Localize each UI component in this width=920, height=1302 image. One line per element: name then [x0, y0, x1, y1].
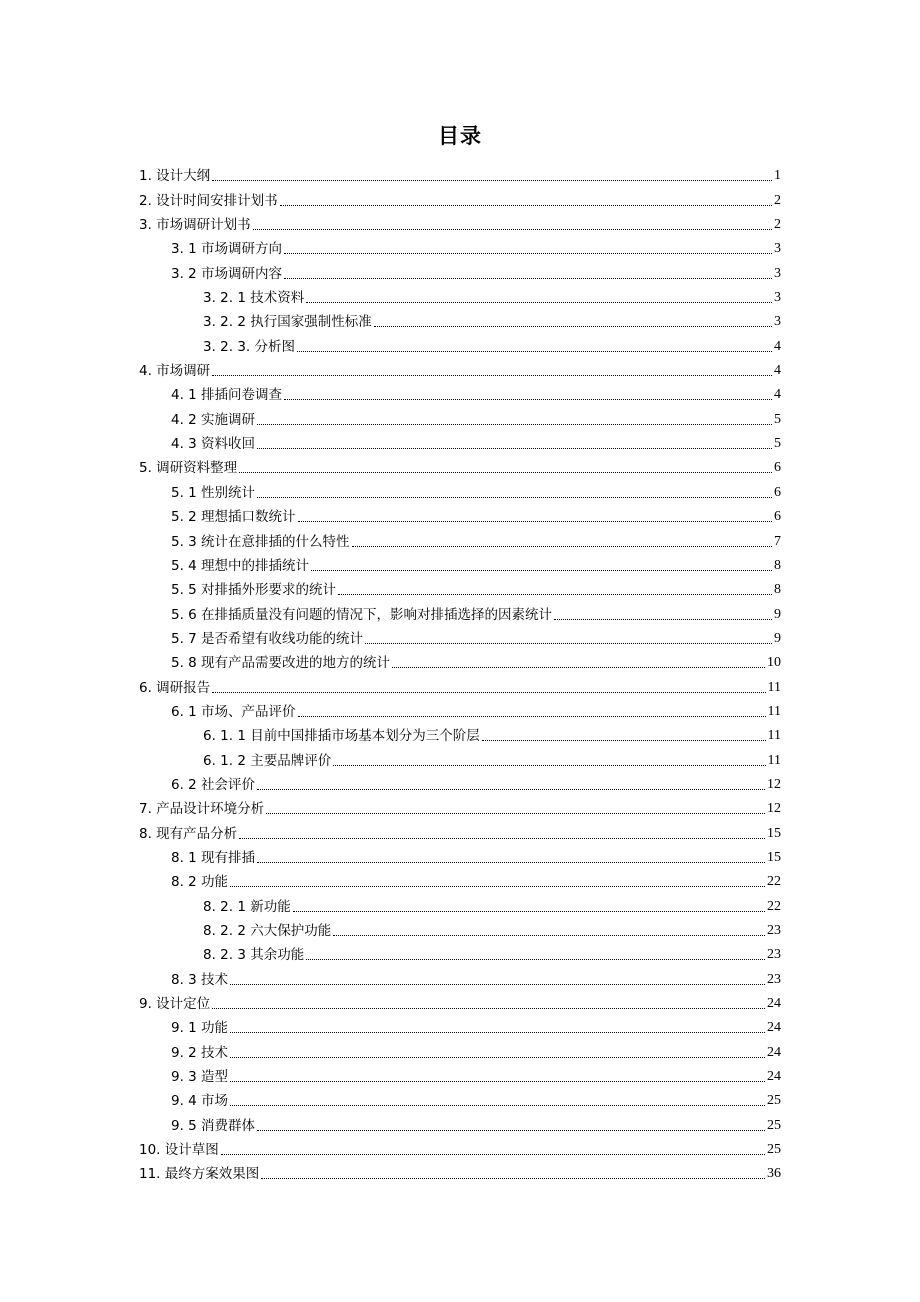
toc-entry[interactable] — [139, 868, 781, 892]
toc-entry-label: 6. 2 社会评价 — [171, 776, 256, 793]
toc-dot-leader — [257, 448, 772, 449]
toc-entry-label: 6. 1 市场、产品评价 — [171, 703, 296, 720]
toc-dot-leader — [257, 424, 772, 425]
toc-entry-page-number: 5 — [774, 436, 781, 452]
toc-entry-label: 5. 8 现有产品需要改进的地方的统计 — [171, 655, 391, 672]
toc-dot-leader — [266, 813, 765, 814]
toc-entry-label: 8. 2 功能 — [171, 874, 229, 891]
toc-dot-leader — [482, 740, 766, 741]
toc-dot-leader — [298, 716, 766, 717]
toc-entry-label: 8. 2. 1 新功能 — [203, 898, 291, 915]
toc-entry[interactable] — [139, 941, 781, 965]
toc-entry[interactable] — [139, 625, 781, 649]
toc-dot-leader — [298, 521, 772, 522]
toc-entry-page-number: 24 — [767, 1020, 781, 1036]
toc-entry-page-number: 2 — [774, 217, 781, 233]
toc-entry-page-number: 15 — [767, 825, 781, 841]
toc-entry-label: 6. 1. 1 目前中国排插市场基本划分为三个阶层 — [203, 728, 480, 745]
toc-entry[interactable] — [139, 381, 781, 405]
toc-entry-label: 4. 市场调研 — [139, 363, 211, 380]
toc-entry-page-number: 6 — [774, 460, 781, 476]
toc-entry-label: 9. 4 市场 — [171, 1093, 229, 1110]
toc-entry-label: 5. 6 在排插质量没有问题的情况下，影响对排插选择的因素统计 — [171, 606, 553, 623]
toc-entry[interactable] — [139, 332, 781, 356]
toc-entry-label: 3. 2. 2 执行国家强制性标准 — [203, 314, 372, 331]
toc-entry-page-number: 11 — [767, 679, 781, 695]
toc-dot-leader — [365, 643, 772, 644]
toc-dot-leader — [212, 375, 772, 376]
page-title: 目录 — [438, 124, 482, 148]
toc-dot-leader — [257, 862, 765, 863]
toc-entry-label: 9. 2 技术 — [171, 1044, 229, 1061]
toc-entry-label: 8. 2. 3 其余功能 — [203, 947, 305, 964]
toc-entry[interactable] — [139, 771, 781, 795]
toc-entry[interactable] — [139, 454, 781, 478]
toc-entry[interactable] — [139, 478, 781, 502]
toc-entry[interactable] — [139, 965, 781, 989]
toc-dot-leader — [212, 180, 772, 181]
toc-entry-label: 5. 2 理想插口数统计 — [171, 509, 296, 526]
toc-dot-leader — [311, 570, 772, 571]
toc-dot-leader — [293, 911, 765, 912]
toc-entry-page-number: 5 — [774, 411, 781, 427]
toc-entry[interactable] — [139, 357, 781, 381]
toc-entry[interactable] — [139, 211, 781, 235]
toc-entry-label: 3. 市场调研计划书 — [139, 217, 251, 234]
toc-entry-page-number: 3 — [774, 241, 781, 257]
toc-entry-label: 5. 调研资料整理 — [139, 460, 238, 477]
toc-entry[interactable] — [139, 1111, 781, 1135]
table-of-contents — [139, 162, 781, 1184]
toc-entry[interactable] — [139, 1160, 781, 1184]
toc-entry-page-number: 36 — [767, 1166, 781, 1182]
toc-dot-leader — [333, 935, 765, 936]
toc-entry[interactable] — [139, 405, 781, 429]
toc-entry-page-number: 9 — [774, 630, 781, 646]
toc-dot-leader — [230, 1081, 765, 1082]
toc-entry-page-number: 25 — [767, 1117, 781, 1133]
toc-entry-page-number: 4 — [774, 338, 781, 354]
toc-entry-page-number: 22 — [767, 874, 781, 890]
toc-dot-leader — [253, 229, 772, 230]
toc-entry-label: 6. 1. 2 主要品牌评价 — [203, 752, 332, 769]
toc-entry[interactable] — [139, 308, 781, 332]
toc-entry-label: 8. 1 现有排插 — [171, 849, 256, 866]
toc-entry-page-number: 24 — [767, 1069, 781, 1085]
toc-dot-leader — [261, 1178, 765, 1179]
toc-entry-label: 7. 产品设计环境分析 — [139, 801, 265, 818]
toc-entry-label: 2. 设计时间安排计划书 — [139, 192, 278, 209]
toc-dot-leader — [284, 278, 772, 279]
toc-entry[interactable] — [139, 795, 781, 819]
toc-entry-label: 11. 最终方案效果图 — [139, 1166, 260, 1183]
toc-entry[interactable] — [139, 698, 781, 722]
toc-entry[interactable] — [139, 259, 781, 283]
toc-entry-page-number: 8 — [774, 582, 781, 598]
toc-entry-page-number: 11 — [767, 752, 781, 768]
toc-entry[interactable] — [139, 819, 781, 843]
toc-entry-label: 4. 2 实施调研 — [171, 411, 256, 428]
toc-entry-page-number: 7 — [774, 533, 781, 549]
toc-entry-page-number: 8 — [774, 557, 781, 573]
toc-entry[interactable] — [139, 722, 781, 746]
toc-entry-label: 8. 2. 2 六大保护功能 — [203, 923, 332, 939]
toc-entry[interactable] — [139, 552, 781, 576]
toc-dot-leader — [221, 1154, 765, 1155]
toc-entry-page-number: 23 — [767, 971, 781, 987]
toc-dot-leader — [239, 472, 772, 473]
toc-dot-leader — [392, 667, 765, 668]
toc-entry-label: 1. 设计大纲 — [139, 168, 211, 185]
toc-entry[interactable] — [139, 576, 781, 600]
toc-dot-leader — [212, 692, 765, 693]
toc-entry-page-number: 2 — [774, 192, 781, 208]
toc-entry-label: 8. 现有产品分析 — [139, 825, 238, 842]
toc-entry-page-number: 4 — [774, 363, 781, 379]
toc-entry-label: 8. 3 技术 — [171, 971, 229, 988]
toc-entry[interactable] — [139, 1136, 781, 1160]
toc-entry-page-number: 3 — [774, 265, 781, 281]
toc-entry[interactable] — [139, 503, 781, 527]
toc-dot-leader — [212, 1008, 765, 1009]
toc-entry-page-number: 11 — [767, 703, 781, 719]
toc-dot-leader — [284, 399, 772, 400]
toc-entry[interactable] — [139, 673, 781, 697]
toc-entry[interactable] — [139, 649, 781, 673]
toc-entry-page-number: 4 — [774, 387, 781, 403]
toc-entry-page-number: 10 — [767, 655, 781, 671]
toc-entry[interactable] — [139, 844, 781, 868]
toc-entry-page-number: 23 — [767, 923, 781, 938]
toc-dot-leader — [239, 838, 765, 839]
toc-dot-leader — [257, 789, 765, 790]
toc-entry-page-number: 24 — [767, 1044, 781, 1060]
toc-dot-leader — [230, 1057, 765, 1058]
toc-entry-page-number: 24 — [767, 996, 781, 1012]
toc-entry-page-number: 6 — [774, 484, 781, 500]
toc-entry[interactable] — [139, 430, 781, 454]
toc-dot-leader — [257, 497, 772, 498]
toc-entry[interactable] — [139, 162, 781, 186]
toc-entry-page-number: 12 — [767, 801, 781, 817]
toc-entry-label: 9. 1 功能 — [171, 1020, 229, 1037]
toc-dot-leader — [306, 959, 765, 960]
toc-entry-page-number: 9 — [774, 606, 781, 622]
toc-dot-leader — [333, 765, 765, 766]
toc-dot-leader — [284, 253, 772, 254]
toc-entry-label: 6. 调研报告 — [139, 679, 211, 696]
toc-dot-leader — [230, 984, 765, 985]
toc-entry-page-number: 15 — [767, 849, 781, 865]
toc-entry-label: 9. 5 消费群体 — [171, 1117, 256, 1134]
toc-entry-page-number: 3 — [774, 290, 781, 306]
toc-entry[interactable] — [139, 1063, 781, 1087]
toc-entry-page-number: 12 — [767, 776, 781, 792]
toc-entry-label: 3. 2. 1 技术资料 — [203, 290, 305, 307]
toc-entry-page-number: 23 — [767, 947, 781, 963]
toc-entry-label: 5. 7 是否希望有收线功能的统计 — [171, 630, 364, 647]
toc-entry-page-number: 22 — [767, 898, 781, 914]
toc-entry[interactable] — [139, 917, 781, 941]
toc-entry-label: 5. 4 理想中的排插统计 — [171, 557, 310, 574]
toc-dot-leader — [280, 205, 772, 206]
toc-dot-leader — [230, 1032, 765, 1033]
toc-entry[interactable] — [139, 1087, 781, 1111]
toc-entry-label: 9. 设计定位 — [139, 996, 211, 1013]
toc-dot-leader — [338, 594, 772, 595]
toc-entry-label: 5. 5 对排插外形要求的统计 — [171, 582, 337, 599]
toc-entry[interactable] — [139, 186, 781, 210]
toc-entry-page-number: 3 — [774, 314, 781, 330]
toc-entry-label: 5. 1 性别统计 — [171, 484, 256, 501]
toc-entry[interactable] — [139, 990, 781, 1014]
toc-entry[interactable] — [139, 527, 781, 551]
toc-entry-label: 3. 2. 3. 分析图 — [203, 338, 296, 355]
toc-entry-label: 5. 3 统计在意排插的什么特性 — [171, 533, 350, 550]
toc-entry-label: 4. 3 资料收回 — [171, 436, 256, 453]
toc-entry-label: 3. 2 市场调研内容 — [171, 265, 283, 282]
toc-entry-label: 3. 1 市场调研方向 — [171, 241, 283, 258]
toc-dot-leader — [257, 1130, 765, 1131]
toc-entry[interactable] — [139, 284, 781, 308]
toc-entry-page-number: 25 — [767, 1093, 781, 1109]
toc-entry-page-number: 11 — [767, 728, 781, 744]
toc-entry[interactable] — [139, 1014, 781, 1038]
toc-dot-leader — [297, 351, 772, 352]
toc-entry-page-number: 6 — [774, 509, 781, 525]
toc-entry-page-number: 1 — [774, 168, 781, 184]
toc-entry-page-number: 25 — [767, 1142, 781, 1158]
toc-dot-leader — [374, 326, 772, 327]
toc-entry-label: 10. 设计草图 — [139, 1142, 219, 1159]
toc-dot-leader — [230, 886, 765, 887]
toc-dot-leader — [352, 546, 772, 547]
toc-entry[interactable] — [139, 235, 781, 259]
toc-dot-leader — [554, 619, 772, 620]
toc-entry[interactable] — [139, 1038, 781, 1062]
toc-dot-leader — [306, 302, 772, 303]
toc-entry[interactable] — [139, 892, 781, 916]
toc-entry[interactable] — [139, 600, 781, 624]
toc-entry[interactable] — [139, 746, 781, 770]
toc-dot-leader — [230, 1105, 765, 1106]
toc-entry-label: 9. 3 造型 — [171, 1069, 229, 1086]
toc-entry-label: 4. 1 排插问卷调查 — [171, 387, 283, 404]
